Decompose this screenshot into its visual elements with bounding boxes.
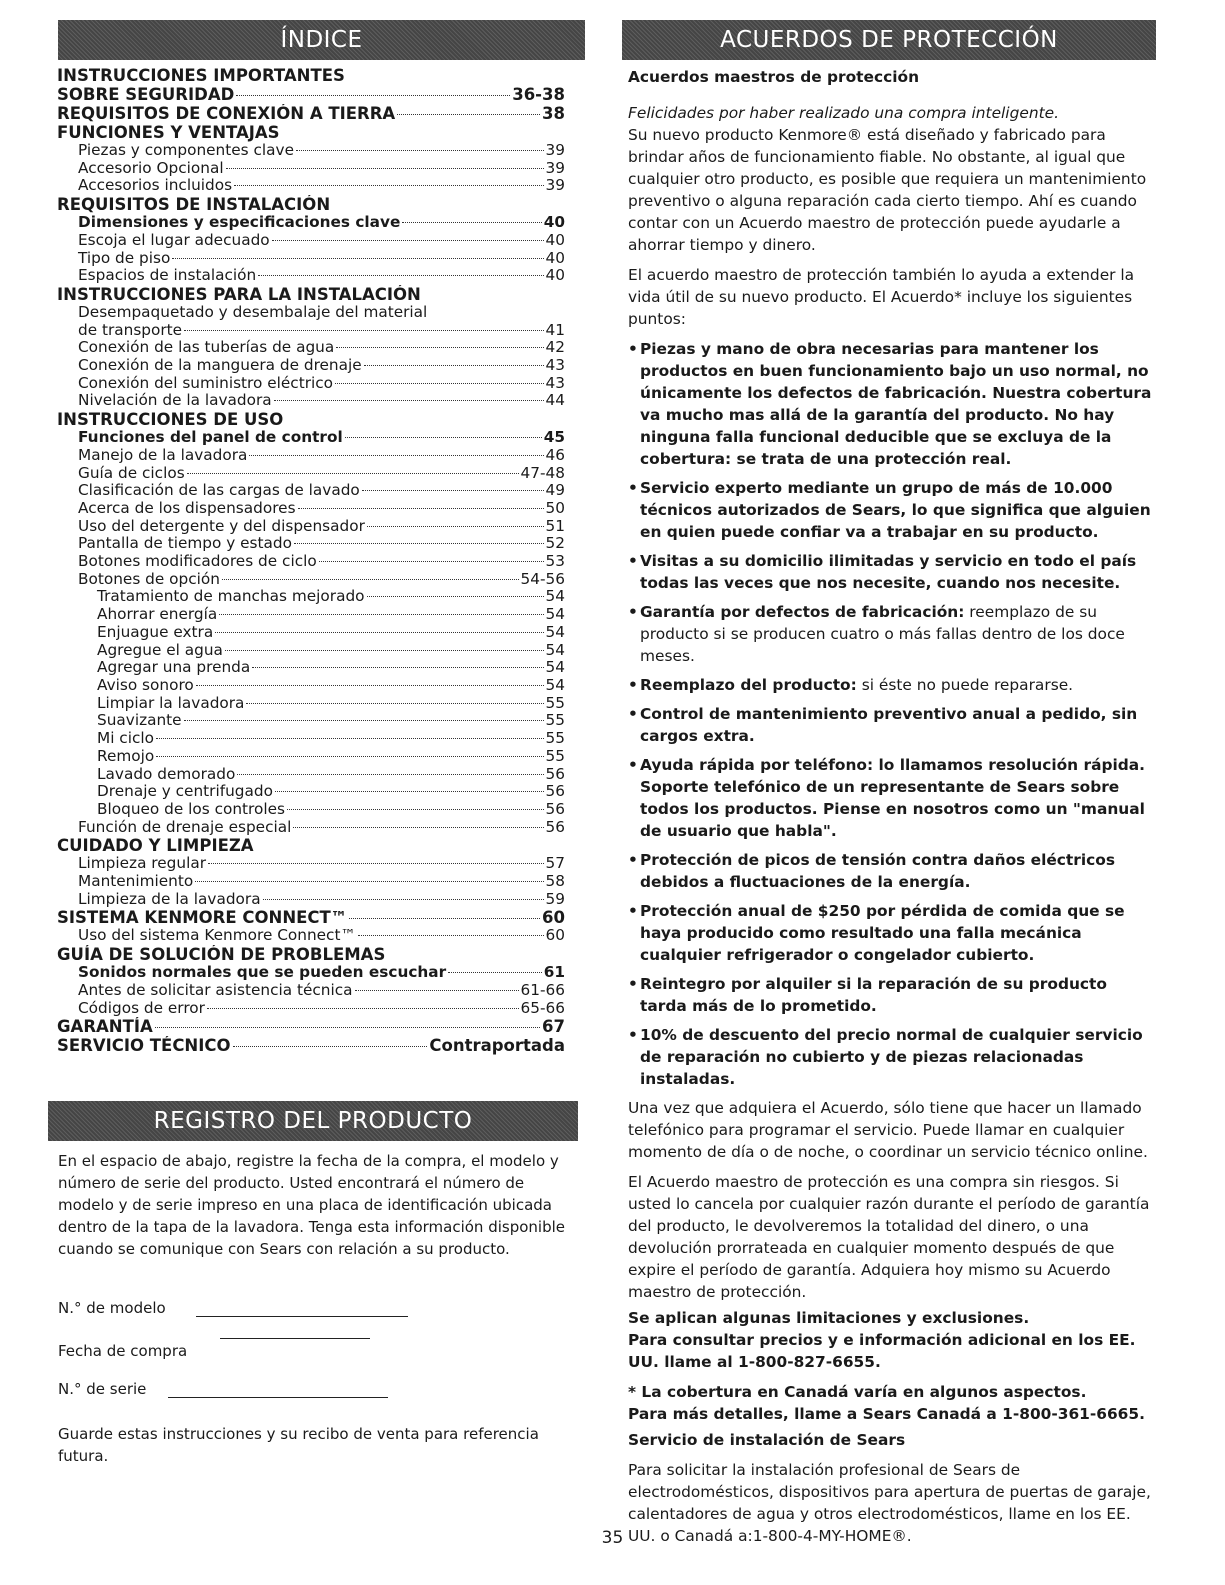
toc-entry [57, 357, 565, 375]
toc-entry-label: Piezas y componentes clave [78, 142, 294, 159]
coverage-paragraph: El acuerdo maestro de protección también lo ayuda a extender la vida útil de su nuevo producto. El Acuerdo* incluye los siguientes puntos: [628, 266, 1135, 328]
toc-entry-label: INSTRUCCIONES IMPORTANTES [57, 66, 345, 85]
toc-entry-page: 55 [545, 694, 565, 712]
toc-entry-label: Antes de solicitar asistencia técnica [78, 981, 353, 999]
toc-leader-dots [335, 382, 544, 384]
toc-entry-page: 40 [545, 249, 565, 267]
canada-coverage-note: * La cobertura en Canadá varía en algunos aspectos. [628, 1383, 1087, 1401]
toc-entry-page: 54 [545, 641, 565, 659]
toc-entry-label: INSTRUCCIONES DE USO [57, 410, 284, 430]
toc-leader-dots [236, 94, 510, 96]
toc-entry-page: 39 [545, 142, 565, 159]
toc-entry [57, 642, 565, 660]
toc-entry-page: 55 [545, 730, 565, 748]
toc-entry-label: GUÍA DE SOLUCIÓN DE PROBLEMAS [57, 945, 386, 965]
toc-leader-dots [208, 862, 544, 864]
toc-entry [57, 160, 565, 178]
toc-entry [57, 66, 565, 85]
toc-entry-page: 60 [542, 908, 565, 928]
toc-entry-page: 38 [542, 104, 565, 123]
toc-entry-page: 54 [545, 623, 565, 641]
benefit-item [628, 1024, 1156, 1090]
toc-entry-page: 40 [545, 231, 565, 249]
model-number-label: N.° de modelo [58, 1299, 166, 1317]
toc-entry [57, 712, 565, 730]
toc-entry-page: 44 [545, 392, 565, 410]
model-number-line [196, 1316, 408, 1317]
benefit-bold-text: Visitas a su domicilio ilimitadas y servicio en todo el país todas las veces que nos necesite, cuando nos necesite. [640, 552, 1137, 592]
toc-entry-label: Ahorrar energía [97, 606, 218, 624]
toc-leader-dots [233, 1045, 428, 1047]
toc-leader-dots [187, 472, 519, 474]
toc-entry-label: de transporte [78, 321, 183, 339]
toc-entry-page: 39 [545, 177, 565, 195]
toc-entry [57, 677, 565, 695]
benefit-item [628, 703, 1156, 747]
toc-entry [57, 267, 565, 285]
toc-entry-page: 67 [542, 1017, 565, 1037]
toc-entry [57, 85, 565, 104]
index-banner [58, 20, 585, 60]
toc-entry-page: 40 [545, 267, 565, 285]
risk-free-paragraph: El Acuerdo maestro de protección es una compra sin riesgos. Si usted lo cancela por cualquier razón durante el período de garantía del producto, le devolveremos la totalidad del dinero, o una devolución prorrateada en cualquier momento después de que expire el período de garantía. Adquiera hoy mismo su Acuerdo maestro de protección. [628, 1173, 1150, 1301]
toc-entry [57, 535, 565, 553]
toc-entry [57, 250, 565, 268]
toc-entry [57, 553, 565, 571]
toc-entry-label: Escoja el lugar adecuado [78, 231, 270, 249]
toc-entry-page: 45 [543, 429, 565, 447]
toc-entry-page: 52 [545, 535, 565, 553]
toc-entry-label: Mantenimiento [78, 873, 194, 891]
toc-leader-dots [225, 649, 544, 651]
toc-leader-dots [252, 666, 543, 668]
toc-leader-dots [298, 507, 544, 509]
toc-entry [57, 447, 565, 465]
toc-entry [57, 891, 565, 909]
benefit-bold-text: Reemplazo del producto: [640, 676, 857, 694]
index-title: ÍNDICE [280, 27, 363, 53]
toc-entry-label: Botones de opción [78, 570, 220, 588]
toc-entry [57, 571, 565, 589]
benefits-list [628, 338, 1156, 1090]
toc-entry-label: Accesorio Opcional [78, 159, 224, 177]
registration-text: En el espacio de abajo, registre la fecha de la compra, el modelo y número de serie del producto. Usted encontrará el número de modelo y de serie impreso en una placa de identificación ubicada dentro de la tapa de la lavadora. Tenga esta información disponible cuando se comunique con Sears con relación a su producto. [58, 1152, 566, 1258]
toc-entry [57, 801, 565, 819]
toc-entry-label: Enjuague extra [97, 623, 214, 641]
toc-leader-dots [184, 719, 544, 721]
toc-entry-page: 61-66 [520, 981, 565, 999]
toc-entry-page: 56 [545, 783, 565, 801]
toc-entry-label: Accesorios incluidos [78, 177, 233, 195]
toc-entry-page: 40 [543, 214, 565, 232]
benefit-detail-text: si éste no puede repararse. [856, 676, 1074, 694]
protection-banner [622, 20, 1156, 60]
installation-text: Para solicitar la instalación profesional de Sears de electrodomésticos, dispositivos para apertura de puertas de garaje, calentadores de agua y otros electrodomésticos, llame en los EE. UU. o Canadá a:1-800-4-MY-HOME®. [628, 1461, 1151, 1545]
toc-entry-label: Espacios de instalación [78, 267, 257, 285]
toc-entry [57, 659, 565, 677]
benefit-item [628, 550, 1156, 594]
toc-entry-label: Conexión de las tuberías de agua [78, 339, 335, 357]
toc-leader-dots [274, 399, 544, 401]
toc-entry-page: 36-38 [512, 85, 565, 104]
toc-entry [57, 500, 565, 518]
toc-leader-dots [319, 560, 544, 562]
toc-entry-label: Desempaquetado y desembalaje del material [78, 303, 428, 321]
toc-entry-label: INSTRUCCIONES PARA LA INSTALACIÓN [57, 284, 421, 304]
benefit-bold-text: Reintegro por alquiler si la reparación de su producto tarda más de lo prometido. [640, 975, 1107, 1015]
toc-entry [57, 195, 565, 214]
toc-entry-label: Sonidos normales que se pueden escuchar [78, 964, 447, 982]
toc-entry-page: 58 [545, 873, 565, 891]
protection-title: ACUERDOS DE PROTECCIÓN [720, 27, 1058, 53]
toc-entry [57, 855, 565, 873]
toc-entry-page: 54 [545, 588, 565, 606]
toc-entry [57, 322, 565, 340]
toc-entry-label: REQUISITOS DE INSTALACIÓN [57, 195, 331, 215]
registration-banner [48, 1101, 578, 1141]
toc-entry-label: Pantalla de tiempo y estado [78, 535, 292, 553]
benefit-detail-text: reemplazo de su producto si se producen cuatro o más fallas dentro de los doce meses. [640, 603, 1125, 665]
scheduling-paragraph: Una vez que adquiera el Acuerdo, sólo tiene que hacer un llamado telefónico para programar el servicio. Puede llamar en cualquier momento de día o de noche, o coordinar un servicio técnico online. [628, 1099, 1148, 1161]
toc-leader-dots [234, 184, 543, 186]
toc-entry [57, 964, 565, 982]
toc-entry-label: Nivelación de la lavadora [78, 392, 272, 410]
toc-entry [57, 232, 565, 250]
toc-leader-dots [402, 221, 541, 223]
toc-entry-label: CUIDADO Y LIMPIEZA [57, 836, 254, 856]
toc-entry-page: 42 [545, 339, 565, 357]
toc-entry-label: Conexión del suministro eléctrico [78, 374, 334, 392]
toc-entry [57, 982, 565, 1000]
toc-entry [57, 177, 565, 195]
toc-leader-dots [349, 917, 540, 919]
toc-entry [57, 465, 565, 483]
toc-leader-dots [215, 631, 543, 633]
toc-leader-dots [219, 613, 543, 615]
toc-entry [57, 836, 565, 855]
toc-entry-label: Mi ciclo [97, 730, 154, 748]
toc-entry [57, 730, 565, 748]
toc-entry-page: 49 [545, 482, 565, 500]
toc-entry [57, 588, 565, 606]
toc-entry-page: 51 [545, 517, 565, 535]
toc-entry-label: Uso del detergente y del dispensador [78, 517, 365, 535]
toc-entry-label: Lavado demorado [97, 765, 236, 783]
toc-entry-page: 43 [545, 374, 565, 392]
toc-entry-page: 65-66 [520, 999, 565, 1017]
registration-title: REGISTRO DEL PRODUCTO [153, 1108, 473, 1134]
protection-content [628, 66, 1156, 1555]
toc-entry [57, 783, 565, 801]
toc-entry-page: 39 [545, 159, 565, 177]
toc-entry [57, 123, 565, 142]
toc-entry-page: 56 [545, 765, 565, 783]
toc-entry-label: Suavizante [97, 712, 182, 730]
toc-entry-label: Acerca de los dispensadores [78, 499, 296, 517]
toc-leader-dots [222, 578, 519, 580]
toc-leader-dots [362, 489, 544, 491]
benefit-item [628, 973, 1156, 1017]
benefit-bold-text: Garantía por defectos de fabricación: [640, 603, 965, 621]
toc-entry [57, 1000, 565, 1018]
toc-entry-page: 56 [545, 800, 565, 818]
toc-leader-dots [367, 525, 544, 527]
toc-entry-label: Guía de ciclos [78, 464, 185, 482]
toc-entry [57, 214, 565, 232]
benefit-item [628, 754, 1156, 842]
installation-heading: Servicio de instalación de Sears [628, 1431, 906, 1449]
benefit-item [628, 477, 1156, 543]
benefit-bold-text: 10% de descuento del precio normal de cualquier servicio de reparación no cubierto y de piezas relacionadas instaladas. [640, 1026, 1143, 1088]
table-of-contents [57, 66, 565, 1055]
intro-paragraph: Su nuevo producto Kenmore® está diseñado y fabricado para brindar años de funcionamiento fiable. No obstante, al igual que cualquier otro producto, es posible que requiera un mantenimiento preventivo o alguna reparación cada cierto tiempo. Ahí es cuando contar con un Acuerdo maestro de protección puede ayudarle a ahorrar tiempo y dinero. [628, 126, 1147, 254]
toc-entry [57, 1036, 565, 1055]
toc-entry-label: Funciones del panel de control [78, 429, 343, 447]
toc-entry-label: Códigos de error [78, 999, 205, 1017]
limitations-note: Se aplican algunas limitaciones y exclusiones. [628, 1309, 1030, 1327]
toc-entry-label: Drenaje y centrifugado [97, 783, 273, 801]
toc-entry-page: 54-56 [520, 570, 565, 588]
toc-entry-page: 55 [545, 712, 565, 730]
toc-entry-page: 57 [545, 855, 565, 873]
toc-entry-label: Tipo de piso [78, 249, 171, 267]
model-number-field[interactable] [58, 1299, 166, 1317]
intro-italic: Felicidades por haber realizado una compra inteligente. [628, 104, 1059, 122]
toc-leader-dots [336, 346, 543, 348]
toc-entry [57, 766, 565, 784]
purchase-date-label: Fecha de compra [58, 1342, 188, 1360]
purchase-date-line [220, 1338, 370, 1339]
toc-entry-label: SERVICIO TÉCNICO [57, 1036, 231, 1056]
toc-entry [57, 695, 565, 713]
toc-entry-page: 46 [545, 446, 565, 464]
toc-leader-dots [293, 826, 543, 828]
toc-entry-page: 56 [545, 818, 565, 836]
benefit-item [628, 849, 1156, 893]
toc-entry-label: Conexión de la manguera de drenaje [78, 357, 362, 375]
toc-entry-page: 47-48 [520, 464, 565, 482]
toc-entry [57, 304, 565, 322]
toc-entry-label: Agregue el agua [97, 641, 223, 659]
toc-leader-dots [172, 257, 543, 259]
toc-leader-dots [358, 934, 544, 936]
page-number: 35 [601, 1528, 624, 1548]
toc-leader-dots [156, 737, 544, 739]
toc-leader-dots [448, 971, 542, 973]
serial-number-line [168, 1397, 388, 1398]
serial-number-label: N.° de serie [58, 1380, 147, 1398]
toc-entry-label: FUNCIONES Y VENTAJAS [57, 123, 280, 142]
toc-leader-dots [226, 167, 544, 169]
benefit-bold-text: Protección anual de $250 por pérdida de comida que se haya producido como resultado una falla mecánica cualquier refrigerador o congelador cubierto. [640, 902, 1125, 964]
toc-entry [57, 429, 565, 447]
toc-entry [57, 908, 565, 927]
toc-leader-dots [196, 684, 544, 686]
toc-entry-page: 59 [545, 890, 565, 908]
toc-entry-page: 61 [543, 964, 565, 982]
benefit-bold-text: Protección de picos de tensión contra daños eléctricos debidos a fluctuaciones de la energía. [640, 851, 1116, 891]
toc-entry [57, 285, 565, 304]
toc-entry-label: Limpieza de la lavadora [78, 890, 261, 908]
toc-entry [57, 624, 565, 642]
toc-entry-label: SOBRE SEGURIDAD [57, 85, 235, 104]
toc-entry [57, 606, 565, 624]
toc-entry [57, 1017, 565, 1036]
toc-leader-dots [156, 755, 543, 757]
toc-leader-dots [367, 595, 544, 597]
toc-entry [57, 142, 565, 160]
toc-entry-label: Limpieza regular [78, 855, 206, 873]
toc-entry-label: Tratamiento de manchas mejorado [97, 588, 365, 606]
benefit-item [628, 900, 1156, 966]
toc-entry-page: Contraportada [429, 1036, 565, 1056]
toc-leader-dots [397, 113, 540, 115]
toc-leader-dots [249, 454, 543, 456]
toc-entry-label: Agregar una prenda [97, 659, 251, 677]
benefit-bold-text: Control de mantenimiento preventivo anual a pedido, sin cargos extra. [640, 705, 1138, 745]
toc-entry-label: Remojo [97, 747, 155, 765]
toc-leader-dots [207, 1007, 519, 1009]
toc-entry-page: 60 [545, 927, 565, 945]
toc-entry-page: 53 [545, 553, 565, 571]
toc-entry [57, 392, 565, 410]
toc-entry-label: Limpiar la lavadora [97, 694, 245, 712]
toc-entry-page: 50 [545, 499, 565, 517]
registration-footer: Guarde estas instrucciones y su recibo de venta para referencia futura. [58, 1425, 539, 1465]
toc-leader-dots [364, 364, 544, 366]
toc-leader-dots [237, 773, 543, 775]
toc-leader-dots [258, 274, 543, 276]
toc-entry-page: 54 [545, 606, 565, 624]
toc-entry [57, 518, 565, 536]
toc-entry [57, 482, 565, 500]
toc-entry-label: Dimensiones y especificaciones clave [78, 214, 401, 232]
toc-leader-dots [184, 329, 543, 331]
toc-entry-label: Clasificación de las cargas de lavado [78, 482, 360, 500]
toc-leader-dots [294, 542, 544, 544]
toc-entry-label: Bloqueo de los controles [97, 800, 285, 818]
toc-entry-page: 54 [545, 659, 565, 677]
toc-entry [57, 410, 565, 429]
benefit-bold-text: Piezas y mano de obra necesarias para mantener los productos en buen funcionamiento bajo un uso normal, no únicamente los defectos de fabricación. Nuestra cobertura va mucho mas allá de la garantía del producto. No hay ninguna falla funcional deducible que se excluya de la cobertura: se trata de una protección real. [640, 340, 1152, 468]
toc-entry [57, 339, 565, 357]
toc-entry-page: 43 [545, 357, 565, 375]
toc-leader-dots [263, 898, 544, 900]
purchase-date-field[interactable] [58, 1342, 187, 1360]
protection-heading: Acuerdos maestros de protección [628, 68, 920, 86]
toc-entry [57, 873, 565, 891]
toc-entry-label: REQUISITOS DE CONEXIÓN A TIERRA [57, 104, 396, 123]
toc-leader-dots [355, 989, 519, 991]
serial-number-field[interactable] [58, 1380, 146, 1398]
toc-entry [57, 748, 565, 766]
toc-leader-dots [296, 149, 544, 151]
toc-leader-dots [287, 808, 544, 810]
toc-entry-label: Botones modificadores de ciclo [78, 553, 317, 571]
toc-entry [57, 104, 565, 123]
toc-entry-label: Aviso sonoro [97, 676, 194, 694]
benefit-bold-text: Servicio experto mediante un grupo de más de 10.000 técnicos autorizados de Sears, lo que significa que alguien en quien puede confiar va a trabajar en su producto. [640, 479, 1151, 541]
toc-leader-dots [195, 880, 543, 882]
benefit-item [628, 674, 1156, 696]
toc-leader-dots [246, 702, 543, 704]
toc-entry-label: GARANTÍA [57, 1017, 153, 1037]
toc-entry-page: 55 [545, 747, 565, 765]
usa-contact: Para consultar precios y e información adicional en los EE. UU. llame al 1-800-827-6655. [628, 1331, 1136, 1371]
toc-leader-dots [155, 1026, 540, 1028]
canada-contact: Para más detalles, llame a Sears Canadá a 1-800-361-6665. [628, 1405, 1145, 1423]
toc-leader-dots [272, 239, 544, 241]
toc-leader-dots [275, 790, 544, 792]
toc-entry [57, 945, 565, 964]
benefit-item [628, 601, 1156, 667]
benefit-item [628, 338, 1156, 470]
toc-entry [57, 927, 565, 945]
toc-entry [57, 819, 565, 837]
toc-entry-label: SISTEMA KENMORE CONNECT™ [57, 908, 348, 928]
toc-entry-label: Manejo de la lavadora [78, 446, 248, 464]
toc-leader-dots [345, 436, 542, 438]
toc-entry [57, 375, 565, 393]
toc-entry-label: Función de drenaje especial [78, 818, 292, 836]
benefit-bold-text: Ayuda rápida por teléfono: lo llamamos resolución rápida. Soporte telefónico de un representante de Sears sobre todos los productos. Piense en nosotros como un "manual de usuario que habla". [640, 756, 1145, 840]
toc-entry-page: 54 [545, 676, 565, 694]
toc-entry-label: Uso del sistema Kenmore Connect™ [78, 927, 356, 945]
toc-entry-page: 41 [545, 321, 565, 339]
